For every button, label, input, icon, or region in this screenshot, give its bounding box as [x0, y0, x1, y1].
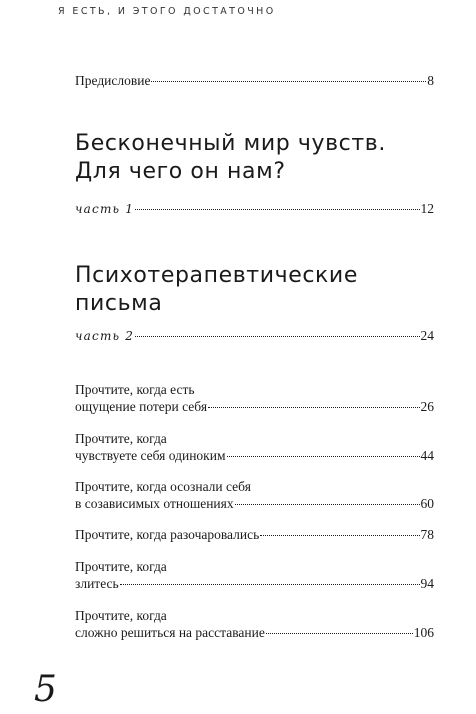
entry-line1: Прочтите, когда [75, 608, 167, 623]
dot-leader [235, 504, 420, 505]
entry-line1: Прочтите, когда [75, 431, 167, 446]
entry-title: Предисловие [75, 73, 151, 88]
toc-entry [75, 478, 434, 512]
part2-title-line1: Психотерапевтические [75, 263, 358, 288]
part1-title [75, 130, 445, 186]
page-number: 106 [413, 625, 434, 640]
part1-title-line2: Для чего он нам? [75, 159, 286, 184]
entry-line1: Прочтите, когда разочаровались [75, 527, 260, 542]
part2-title [75, 262, 445, 318]
dot-leader [135, 336, 419, 337]
toc-entry-part2 [75, 327, 434, 345]
dot-leader [151, 81, 426, 82]
dot-leader [208, 407, 419, 408]
part2-title-line2: письма [75, 291, 163, 316]
running-head: Я ЕСТЬ, И ЭТОГО ДОСТАТОЧНО [58, 6, 276, 17]
entry-line1: Прочтите, когда [75, 559, 167, 574]
page-number: 94 [420, 576, 434, 591]
entry-line1: Прочтите, когда есть [75, 382, 195, 397]
page-number: 44 [420, 448, 434, 463]
entry-line2: сложно решиться на расставание [75, 625, 265, 640]
page-number: 78 [420, 527, 434, 542]
toc-entry [75, 558, 434, 592]
entry-line1: Прочтите, когда осознали себя [75, 479, 251, 494]
part-label: часть 1 [75, 202, 135, 216]
entry-line2: чувствуете себя одиноким [75, 448, 226, 463]
dot-leader [260, 535, 419, 536]
toc-entry [75, 430, 434, 464]
toc-entry-part1 [75, 200, 434, 218]
entry-line2: злитесь [75, 576, 119, 591]
toc-entry [75, 607, 434, 641]
entry-line2: ощущение потери себя [75, 399, 208, 414]
part1-title-line1: Бесконечный мир чувств. [75, 131, 386, 156]
dot-leader [120, 584, 420, 585]
dot-leader [227, 456, 420, 457]
entry-line2: в созависимых отношениях [75, 496, 234, 511]
part-label: часть 2 [75, 329, 135, 343]
page-number: 60 [420, 496, 434, 511]
page-number: 24 [420, 328, 434, 343]
page-number: 8 [427, 73, 434, 88]
toc-entry [75, 381, 434, 415]
page-number: 12 [420, 201, 434, 216]
page-number: 26 [420, 399, 434, 414]
dot-leader [135, 209, 419, 210]
toc-entry-preface [75, 72, 434, 89]
toc-entry [75, 526, 434, 543]
dot-leader [266, 633, 413, 634]
page-folio: 5 [34, 669, 57, 710]
